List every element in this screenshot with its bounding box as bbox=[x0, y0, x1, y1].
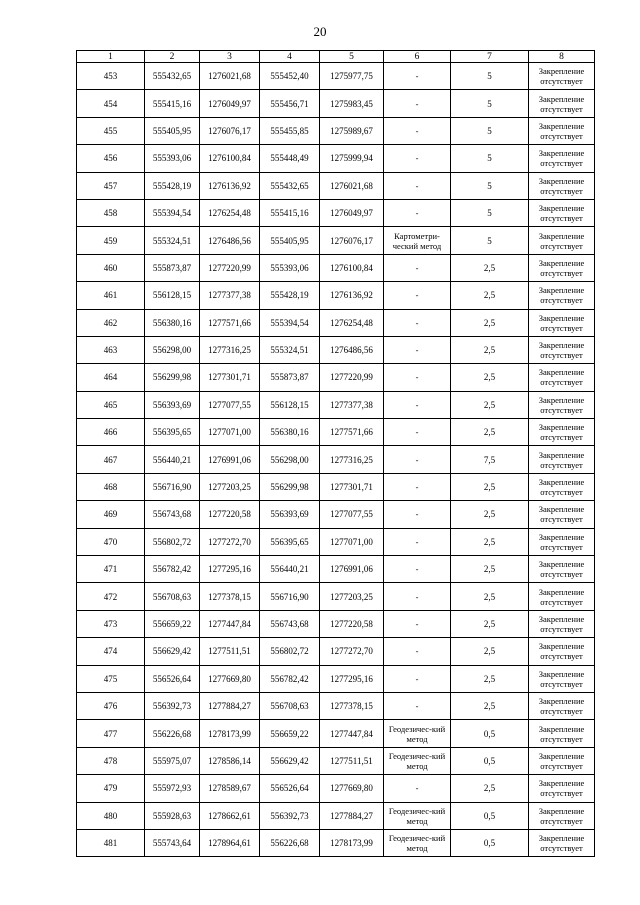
method-cell: - bbox=[384, 692, 451, 719]
table-body bbox=[77, 63, 595, 857]
point-number-cell: 480 bbox=[77, 802, 145, 829]
fixing-cell: Закрепление отсутствует bbox=[529, 117, 595, 144]
table-row bbox=[77, 528, 595, 555]
accuracy-cell: 0,5 bbox=[451, 829, 529, 856]
x-coordinate-cell: 556395,65 bbox=[145, 419, 200, 446]
prev-x-cell: 555432,65 bbox=[260, 172, 320, 199]
method-cell: - bbox=[384, 309, 451, 336]
y-coordinate-cell: 1278589,67 bbox=[200, 775, 260, 802]
point-number-cell: 469 bbox=[77, 501, 145, 528]
accuracy-cell: 0,5 bbox=[451, 747, 529, 774]
table-row bbox=[77, 802, 595, 829]
prev-x-cell: 556380,16 bbox=[260, 419, 320, 446]
prev-y-cell: 1276254,48 bbox=[320, 309, 384, 336]
point-number-cell: 456 bbox=[77, 145, 145, 172]
y-coordinate-cell: 1276991,06 bbox=[200, 446, 260, 473]
table-row bbox=[77, 610, 595, 637]
x-coordinate-cell: 555393,06 bbox=[145, 145, 200, 172]
point-number-cell: 470 bbox=[77, 528, 145, 555]
column-header: 8 bbox=[529, 51, 595, 63]
prev-y-cell: 1277220,99 bbox=[320, 364, 384, 391]
prev-x-cell: 556782,42 bbox=[260, 665, 320, 692]
prev-y-cell: 1276100,84 bbox=[320, 254, 384, 281]
column-header: 7 bbox=[451, 51, 529, 63]
method-cell: - bbox=[384, 391, 451, 418]
x-coordinate-cell: 555928,63 bbox=[145, 802, 200, 829]
y-coordinate-cell: 1277071,00 bbox=[200, 419, 260, 446]
prev-y-cell: 1276136,92 bbox=[320, 282, 384, 309]
accuracy-cell: 2,5 bbox=[451, 775, 529, 802]
prev-x-cell: 555415,16 bbox=[260, 199, 320, 226]
point-number-cell: 477 bbox=[77, 720, 145, 747]
y-coordinate-cell: 1276486,56 bbox=[200, 227, 260, 254]
fixing-cell: Закрепление отсутствует bbox=[529, 227, 595, 254]
method-cell: - bbox=[384, 638, 451, 665]
fixing-cell: Закрепление отсутствует bbox=[529, 199, 595, 226]
point-number-cell: 465 bbox=[77, 391, 145, 418]
prev-x-cell: 556526,64 bbox=[260, 775, 320, 802]
method-cell: - bbox=[384, 665, 451, 692]
method-cell: - bbox=[384, 172, 451, 199]
page-number: 20 bbox=[313, 24, 327, 39]
x-coordinate-cell: 555743,64 bbox=[145, 829, 200, 856]
prev-y-cell: 1277295,16 bbox=[320, 665, 384, 692]
prev-y-cell: 1276021,68 bbox=[320, 172, 384, 199]
accuracy-cell: 2,5 bbox=[451, 282, 529, 309]
point-number-cell: 461 bbox=[77, 282, 145, 309]
y-coordinate-cell: 1278586,14 bbox=[200, 747, 260, 774]
table-row bbox=[77, 63, 595, 90]
table-row bbox=[77, 309, 595, 336]
accuracy-cell: 2,5 bbox=[451, 336, 529, 363]
accuracy-cell: 5 bbox=[451, 227, 529, 254]
accuracy-cell: 2,5 bbox=[451, 254, 529, 281]
fixing-cell: Закрепление отсутствует bbox=[529, 638, 595, 665]
method-cell: - bbox=[384, 282, 451, 309]
y-coordinate-cell: 1277669,80 bbox=[200, 665, 260, 692]
accuracy-cell: 2,5 bbox=[451, 419, 529, 446]
column-header: 1 bbox=[77, 51, 145, 63]
fixing-cell: Закрепление отсутствует bbox=[529, 802, 595, 829]
point-number-cell: 454 bbox=[77, 90, 145, 117]
point-number-cell: 466 bbox=[77, 419, 145, 446]
fixing-cell: Закрепление отсутствует bbox=[529, 747, 595, 774]
accuracy-cell: 5 bbox=[451, 63, 529, 90]
accuracy-cell: 5 bbox=[451, 117, 529, 144]
point-number-cell: 459 bbox=[77, 227, 145, 254]
coordinates-table bbox=[76, 50, 595, 857]
table-row bbox=[77, 282, 595, 309]
x-coordinate-cell: 555415,16 bbox=[145, 90, 200, 117]
method-cell: Геодезичес-кий метод bbox=[384, 747, 451, 774]
accuracy-cell: 2,5 bbox=[451, 665, 529, 692]
prev-y-cell: 1277447,84 bbox=[320, 720, 384, 747]
fixing-cell: Закрепление отсутствует bbox=[529, 336, 595, 363]
fixing-cell: Закрепление отсутствует bbox=[529, 829, 595, 856]
y-coordinate-cell: 1276136,92 bbox=[200, 172, 260, 199]
accuracy-cell: 5 bbox=[451, 199, 529, 226]
prev-y-cell: 1277301,71 bbox=[320, 473, 384, 500]
accuracy-cell: 5 bbox=[451, 145, 529, 172]
fixing-cell: Закрепление отсутствует bbox=[529, 419, 595, 446]
table-row bbox=[77, 391, 595, 418]
prev-x-cell: 555873,87 bbox=[260, 364, 320, 391]
fixing-cell: Закрепление отсутствует bbox=[529, 528, 595, 555]
fixing-cell: Закрепление отсутствует bbox=[529, 583, 595, 610]
y-coordinate-cell: 1277077,55 bbox=[200, 391, 260, 418]
x-coordinate-cell: 556782,42 bbox=[145, 556, 200, 583]
x-coordinate-cell: 556299,98 bbox=[145, 364, 200, 391]
method-cell: - bbox=[384, 145, 451, 172]
point-number-cell: 468 bbox=[77, 473, 145, 500]
fixing-cell: Закрепление отсутствует bbox=[529, 309, 595, 336]
fixing-cell: Закрепление отсутствует bbox=[529, 282, 595, 309]
prev-y-cell: 1277071,00 bbox=[320, 528, 384, 555]
accuracy-cell: 2,5 bbox=[451, 528, 529, 555]
fixing-cell: Закрепление отсутствует bbox=[529, 665, 595, 692]
table-row bbox=[77, 829, 595, 856]
table-row bbox=[77, 254, 595, 281]
prev-y-cell: 1277316,25 bbox=[320, 446, 384, 473]
y-coordinate-cell: 1277272,70 bbox=[200, 528, 260, 555]
method-cell: Геодезичес-кий метод bbox=[384, 720, 451, 747]
point-number-cell: 453 bbox=[77, 63, 145, 90]
prev-y-cell: 1277884,27 bbox=[320, 802, 384, 829]
point-number-cell: 463 bbox=[77, 336, 145, 363]
point-number-cell: 460 bbox=[77, 254, 145, 281]
x-coordinate-cell: 556743,68 bbox=[145, 501, 200, 528]
fixing-cell: Закрепление отсутствует bbox=[529, 145, 595, 172]
header-row bbox=[77, 51, 595, 63]
accuracy-cell: 2,5 bbox=[451, 556, 529, 583]
prev-x-cell: 556392,73 bbox=[260, 802, 320, 829]
method-cell: - bbox=[384, 528, 451, 555]
accuracy-cell: 2,5 bbox=[451, 391, 529, 418]
x-coordinate-cell: 556716,90 bbox=[145, 473, 200, 500]
x-coordinate-cell: 555972,93 bbox=[145, 775, 200, 802]
fixing-cell: Закрепление отсутствует bbox=[529, 391, 595, 418]
y-coordinate-cell: 1277220,99 bbox=[200, 254, 260, 281]
fixing-cell: Закрепление отсутствует bbox=[529, 775, 595, 802]
x-coordinate-cell: 556380,16 bbox=[145, 309, 200, 336]
table-row bbox=[77, 364, 595, 391]
prev-y-cell: 1277220,58 bbox=[320, 610, 384, 637]
point-number-cell: 479 bbox=[77, 775, 145, 802]
y-coordinate-cell: 1277301,71 bbox=[200, 364, 260, 391]
table-row bbox=[77, 720, 595, 747]
prev-x-cell: 555324,51 bbox=[260, 336, 320, 363]
column-header: 4 bbox=[260, 51, 320, 63]
table-row bbox=[77, 583, 595, 610]
method-cell: - bbox=[384, 473, 451, 500]
fixing-cell: Закрепление отсутствует bbox=[529, 364, 595, 391]
method-cell: Картометри-ческий метод bbox=[384, 227, 451, 254]
fixing-cell: Закрепление отсутствует bbox=[529, 692, 595, 719]
table-row bbox=[77, 638, 595, 665]
point-number-cell: 476 bbox=[77, 692, 145, 719]
accuracy-cell: 5 bbox=[451, 172, 529, 199]
method-cell: - bbox=[384, 610, 451, 637]
prev-y-cell: 1277669,80 bbox=[320, 775, 384, 802]
method-cell: - bbox=[384, 63, 451, 90]
fixing-cell: Закрепление отсутствует bbox=[529, 63, 595, 90]
accuracy-cell: 0,5 bbox=[451, 720, 529, 747]
prev-y-cell: 1277511,51 bbox=[320, 747, 384, 774]
accuracy-cell: 2,5 bbox=[451, 473, 529, 500]
y-coordinate-cell: 1277511,51 bbox=[200, 638, 260, 665]
point-number-cell: 467 bbox=[77, 446, 145, 473]
point-number-cell: 478 bbox=[77, 747, 145, 774]
y-coordinate-cell: 1277571,66 bbox=[200, 309, 260, 336]
point-number-cell: 458 bbox=[77, 199, 145, 226]
prev-y-cell: 1276991,06 bbox=[320, 556, 384, 583]
x-coordinate-cell: 555432,65 bbox=[145, 63, 200, 90]
x-coordinate-cell: 555324,51 bbox=[145, 227, 200, 254]
prev-x-cell: 556299,98 bbox=[260, 473, 320, 500]
prev-x-cell: 555394,54 bbox=[260, 309, 320, 336]
accuracy-cell: 2,5 bbox=[451, 583, 529, 610]
fixing-cell: Закрепление отсутствует bbox=[529, 90, 595, 117]
table-row bbox=[77, 172, 595, 199]
prev-y-cell: 1278173,99 bbox=[320, 829, 384, 856]
table-row bbox=[77, 775, 595, 802]
table-row bbox=[77, 419, 595, 446]
fixing-cell: Закрепление отсутствует bbox=[529, 501, 595, 528]
table-row bbox=[77, 446, 595, 473]
method-cell: - bbox=[384, 583, 451, 610]
prev-x-cell: 555448,49 bbox=[260, 145, 320, 172]
table-row bbox=[77, 692, 595, 719]
fixing-cell: Закрепление отсутствует bbox=[529, 610, 595, 637]
table-row bbox=[77, 199, 595, 226]
table-row bbox=[77, 556, 595, 583]
point-number-cell: 481 bbox=[77, 829, 145, 856]
column-header: 2 bbox=[145, 51, 200, 63]
method-cell: - bbox=[384, 254, 451, 281]
x-coordinate-cell: 556659,22 bbox=[145, 610, 200, 637]
prev-y-cell: 1275999,94 bbox=[320, 145, 384, 172]
method-cell: - bbox=[384, 336, 451, 363]
table-row bbox=[77, 501, 595, 528]
fixing-cell: Закрепление отсутствует bbox=[529, 556, 595, 583]
point-number-cell: 473 bbox=[77, 610, 145, 637]
x-coordinate-cell: 556802,72 bbox=[145, 528, 200, 555]
prev-x-cell: 556716,90 bbox=[260, 583, 320, 610]
method-cell: - bbox=[384, 775, 451, 802]
column-header: 3 bbox=[200, 51, 260, 63]
point-number-cell: 457 bbox=[77, 172, 145, 199]
prev-y-cell: 1277077,55 bbox=[320, 501, 384, 528]
y-coordinate-cell: 1277220,58 bbox=[200, 501, 260, 528]
prev-x-cell: 556393,69 bbox=[260, 501, 320, 528]
prev-y-cell: 1277272,70 bbox=[320, 638, 384, 665]
prev-x-cell: 556659,22 bbox=[260, 720, 320, 747]
prev-y-cell: 1277203,25 bbox=[320, 583, 384, 610]
accuracy-cell: 2,5 bbox=[451, 309, 529, 336]
table-row bbox=[77, 473, 595, 500]
method-cell: - bbox=[384, 364, 451, 391]
x-coordinate-cell: 556629,42 bbox=[145, 638, 200, 665]
prev-y-cell: 1277377,38 bbox=[320, 391, 384, 418]
prev-y-cell: 1276049,97 bbox=[320, 199, 384, 226]
y-coordinate-cell: 1278662,61 bbox=[200, 802, 260, 829]
prev-x-cell: 555393,06 bbox=[260, 254, 320, 281]
table-row bbox=[77, 747, 595, 774]
x-coordinate-cell: 556440,21 bbox=[145, 446, 200, 473]
y-coordinate-cell: 1277447,84 bbox=[200, 610, 260, 637]
y-coordinate-cell: 1278964,61 bbox=[200, 829, 260, 856]
prev-x-cell: 556128,15 bbox=[260, 391, 320, 418]
method-cell: - bbox=[384, 419, 451, 446]
y-coordinate-cell: 1276076,17 bbox=[200, 117, 260, 144]
column-header: 6 bbox=[384, 51, 451, 63]
prev-y-cell: 1277571,66 bbox=[320, 419, 384, 446]
table-row bbox=[77, 117, 595, 144]
prev-x-cell: 556440,21 bbox=[260, 556, 320, 583]
x-coordinate-cell: 555394,54 bbox=[145, 199, 200, 226]
prev-x-cell: 556802,72 bbox=[260, 638, 320, 665]
prev-y-cell: 1275977,75 bbox=[320, 63, 384, 90]
method-cell: - bbox=[384, 446, 451, 473]
method-cell: - bbox=[384, 117, 451, 144]
y-coordinate-cell: 1277377,38 bbox=[200, 282, 260, 309]
x-coordinate-cell: 555428,19 bbox=[145, 172, 200, 199]
y-coordinate-cell: 1276049,97 bbox=[200, 90, 260, 117]
method-cell: - bbox=[384, 501, 451, 528]
x-coordinate-cell: 556393,69 bbox=[145, 391, 200, 418]
prev-y-cell: 1276486,56 bbox=[320, 336, 384, 363]
accuracy-cell: 2,5 bbox=[451, 638, 529, 665]
x-coordinate-cell: 556708,63 bbox=[145, 583, 200, 610]
prev-x-cell: 556395,65 bbox=[260, 528, 320, 555]
table-row bbox=[77, 665, 595, 692]
point-number-cell: 471 bbox=[77, 556, 145, 583]
prev-x-cell: 556629,42 bbox=[260, 747, 320, 774]
x-coordinate-cell: 556298,00 bbox=[145, 336, 200, 363]
x-coordinate-cell: 556526,64 bbox=[145, 665, 200, 692]
prev-x-cell: 555405,95 bbox=[260, 227, 320, 254]
prev-y-cell: 1275989,67 bbox=[320, 117, 384, 144]
accuracy-cell: 5 bbox=[451, 90, 529, 117]
point-number-cell: 474 bbox=[77, 638, 145, 665]
accuracy-cell: 2,5 bbox=[451, 610, 529, 637]
point-number-cell: 455 bbox=[77, 117, 145, 144]
fixing-cell: Закрепление отсутствует bbox=[529, 720, 595, 747]
method-cell: Геодезичес-кий метод bbox=[384, 802, 451, 829]
x-coordinate-cell: 556226,68 bbox=[145, 720, 200, 747]
method-cell: - bbox=[384, 90, 451, 117]
prev-x-cell: 556708,63 bbox=[260, 692, 320, 719]
prev-x-cell: 556298,00 bbox=[260, 446, 320, 473]
y-coordinate-cell: 1277378,15 bbox=[200, 583, 260, 610]
point-number-cell: 464 bbox=[77, 364, 145, 391]
accuracy-cell: 0,5 bbox=[451, 802, 529, 829]
prev-x-cell: 556743,68 bbox=[260, 610, 320, 637]
table-row bbox=[77, 336, 595, 363]
method-cell: Геодезичес-кий метод bbox=[384, 829, 451, 856]
prev-x-cell: 555456,71 bbox=[260, 90, 320, 117]
fixing-cell: Закрепление отсутствует bbox=[529, 446, 595, 473]
y-coordinate-cell: 1276021,68 bbox=[200, 63, 260, 90]
x-coordinate-cell: 556128,15 bbox=[145, 282, 200, 309]
accuracy-cell: 2,5 bbox=[451, 692, 529, 719]
y-coordinate-cell: 1276100,84 bbox=[200, 145, 260, 172]
table-row bbox=[77, 227, 595, 254]
x-coordinate-cell: 555405,95 bbox=[145, 117, 200, 144]
x-coordinate-cell: 555975,07 bbox=[145, 747, 200, 774]
prev-y-cell: 1275983,45 bbox=[320, 90, 384, 117]
fixing-cell: Закрепление отсутствует bbox=[529, 254, 595, 281]
point-number-cell: 472 bbox=[77, 583, 145, 610]
prev-x-cell: 555428,19 bbox=[260, 282, 320, 309]
point-number-cell: 475 bbox=[77, 665, 145, 692]
prev-y-cell: 1277378,15 bbox=[320, 692, 384, 719]
accuracy-cell: 7,5 bbox=[451, 446, 529, 473]
prev-x-cell: 555455,85 bbox=[260, 117, 320, 144]
fixing-cell: Закрепление отсутствует bbox=[529, 473, 595, 500]
prev-x-cell: 555452,40 bbox=[260, 63, 320, 90]
y-coordinate-cell: 1278173,99 bbox=[200, 720, 260, 747]
y-coordinate-cell: 1277884,27 bbox=[200, 692, 260, 719]
fixing-cell: Закрепление отсутствует bbox=[529, 172, 595, 199]
y-coordinate-cell: 1277203,25 bbox=[200, 473, 260, 500]
method-cell: - bbox=[384, 199, 451, 226]
accuracy-cell: 2,5 bbox=[451, 364, 529, 391]
point-number-cell: 462 bbox=[77, 309, 145, 336]
x-coordinate-cell: 556392,73 bbox=[145, 692, 200, 719]
column-header: 5 bbox=[320, 51, 384, 63]
prev-x-cell: 556226,68 bbox=[260, 829, 320, 856]
y-coordinate-cell: 1277316,25 bbox=[200, 336, 260, 363]
table-row bbox=[77, 90, 595, 117]
accuracy-cell: 2,5 bbox=[451, 501, 529, 528]
x-coordinate-cell: 555873,87 bbox=[145, 254, 200, 281]
table-row bbox=[77, 145, 595, 172]
method-cell: - bbox=[384, 556, 451, 583]
y-coordinate-cell: 1277295,16 bbox=[200, 556, 260, 583]
prev-y-cell: 1276076,17 bbox=[320, 227, 384, 254]
y-coordinate-cell: 1276254,48 bbox=[200, 199, 260, 226]
